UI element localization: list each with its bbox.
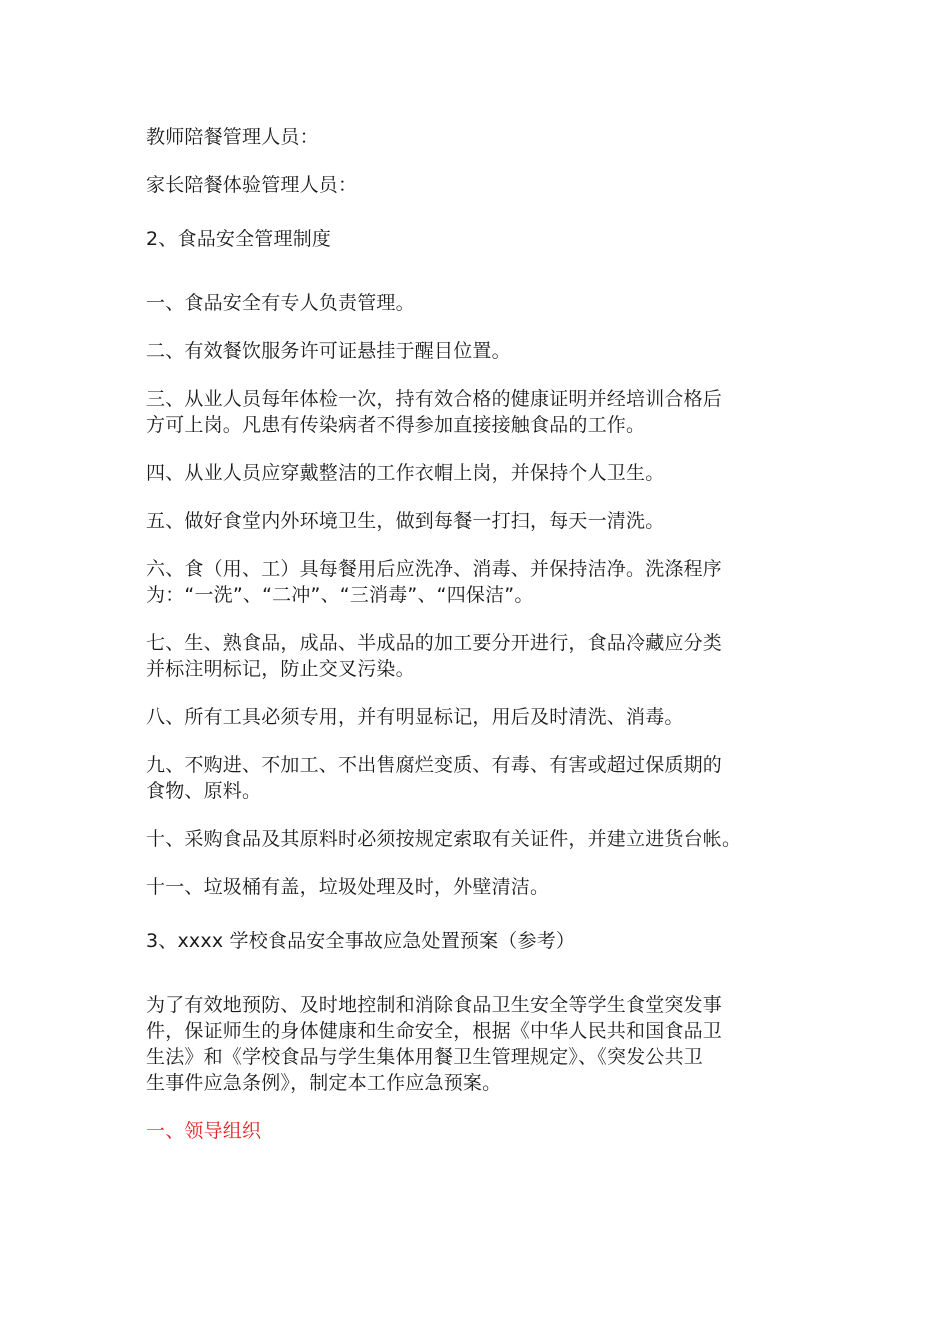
intro-line-4: 生事件应急条例》，制定本工作应急预案。	[146, 1072, 502, 1094]
rule-3-line-2: 方可上岗。凡患有传染病者不得参加直接接触食品的工作。	[146, 414, 646, 436]
intro-line-1: 为了有效地预防、及时地控制和消除食品卫生安全等学生食堂突发事	[146, 994, 723, 1016]
rule-7-line-2: 并标注明标记，防止交叉污染。	[146, 658, 415, 680]
leadership-heading: 一、领导组织	[146, 1120, 262, 1142]
rule-6-line-1: 六、食（用、工）具每餐用后应洗净、消毒、并保持洁净。洗涤程序	[146, 558, 723, 580]
rule-4: 四、从业人员应穿戴整洁的工作衣帽上岗，并保持个人卫生。	[146, 462, 665, 484]
rule-9-line-2: 食物、原料。	[146, 780, 262, 802]
rule-8: 八、所有工具必须专用，并有明显标记，用后及时清洗、消毒。	[146, 706, 684, 728]
rule-6-line-2: 为：“一洗”、“二冲”、“三消毒”、“四保洁”。	[146, 584, 534, 606]
rule-7-line-1: 七、生、熟食品，成品、半成品的加工要分开进行，食品冷藏应分类	[146, 632, 723, 654]
rule-5: 五、做好食堂内外环境卫生，做到每餐一打扫，每天一清洗。	[146, 510, 665, 532]
rule-1: 一、食品安全有专人负责管理。	[146, 292, 415, 314]
emergency-plan-intro	[146, 992, 811, 1096]
parent-meal-admin-line: 家长陪餐体验管理人员：	[146, 174, 358, 196]
rule-2: 二、有效餐饮服务许可证悬挂于醒目位置。	[146, 340, 511, 362]
section-2-title: 2、食品安全管理制度	[146, 228, 332, 250]
section-3-title: 3、xxxx 学校食品安全事故应急处置预案（参考）	[146, 930, 576, 952]
rule-6	[146, 556, 811, 608]
rule-7	[146, 630, 811, 682]
rule-9-line-1: 九、不购进、不加工、不出售腐烂变质、有毒、有害或超过保质期的	[146, 754, 723, 776]
rule-11: 十一、垃圾桶有盖，垃圾处理及时，外壁清洁。	[146, 876, 550, 898]
document-body	[146, 124, 811, 1144]
rule-3	[146, 386, 811, 438]
rule-3-line-1: 三、从业人员每年体检一次，持有效合格的健康证明并经培训合格后	[146, 388, 723, 410]
rule-10: 十、采购食品及其原料时必须按规定索取有关证件，并建立进货台帐。	[146, 828, 742, 850]
intro-line-2: 件，保证师生的身体健康和生命安全，根据《中华人民共和国食品卫	[146, 1020, 723, 1042]
intro-line-3: 生法》和《学校食品与学生集体用餐卫生管理规定》、《突发公共卫	[146, 1046, 704, 1068]
teacher-meal-admin-line: 教师陪餐管理人员：	[146, 126, 319, 148]
rule-9	[146, 752, 811, 804]
